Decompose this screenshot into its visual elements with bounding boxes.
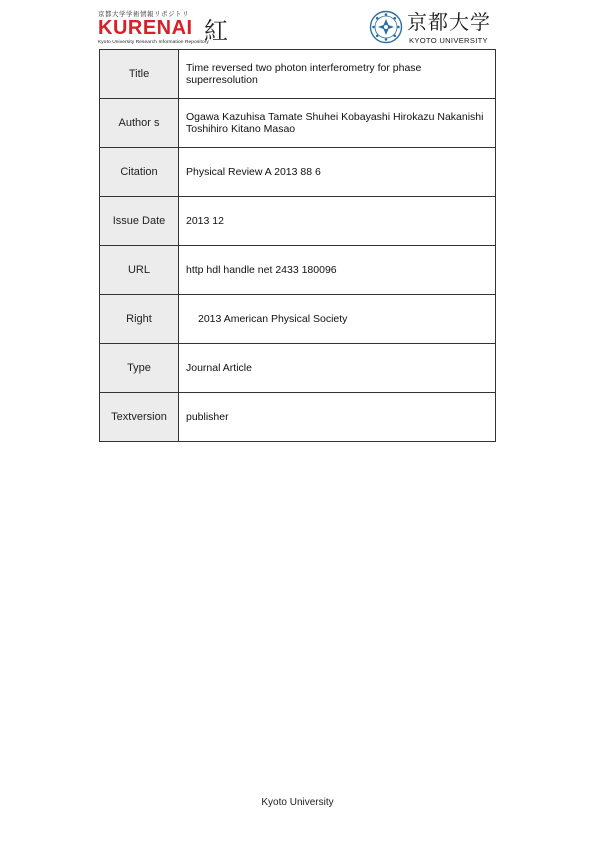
kyoto-university-name: 京都大学 — [407, 10, 491, 34]
rights-text: 2013 American Physical Society — [198, 313, 348, 325]
citation-value: Physical Review A 2013 88 6 — [179, 148, 496, 197]
kyoto-university-english: KYOTO UNIVERSITY — [409, 36, 488, 45]
metadata-table — [99, 49, 496, 442]
row-label: URL — [100, 246, 179, 295]
textversion-value: publisher — [179, 393, 496, 442]
kurenai-japanese-caption: 京都大学学術情報リポジトリ — [98, 11, 189, 18]
page-footer: Kyoto University — [261, 797, 334, 808]
kyoto-university-logo — [369, 10, 499, 46]
kurenai-kanji-mark: 紅 — [204, 17, 228, 45]
university-seal-icon — [369, 10, 403, 44]
row-label: Issue Date — [100, 197, 179, 246]
table-row — [100, 344, 496, 393]
page-header — [0, 0, 595, 48]
issue-date-value: 2013 12 — [179, 197, 496, 246]
table-row — [100, 393, 496, 442]
row-label: Title — [100, 50, 179, 99]
table-row — [100, 295, 496, 344]
url-link[interactable]: http hdl handle net 2433 180096 — [179, 246, 496, 295]
rights-value — [179, 295, 496, 344]
type-value: Journal Article — [179, 344, 496, 393]
table-row — [100, 50, 496, 99]
authors-value: Ogawa Kazuhisa Tamate Shuhei Kobayashi Hirokazu Nakanishi Toshihiro Kitano Masao — [179, 99, 496, 148]
table-row — [100, 148, 496, 197]
row-label: Right — [100, 295, 179, 344]
table-row — [100, 197, 496, 246]
row-label: Textversion — [100, 393, 179, 442]
table-row — [100, 99, 496, 148]
kurenai-subtitle: Kyoto University Research Information Repository — [98, 40, 209, 45]
kurenai-logo — [98, 9, 228, 47]
row-label: Author s — [100, 99, 179, 148]
row-label: Type — [100, 344, 179, 393]
table-row — [100, 246, 496, 295]
title-value: Time reversed two photon interferometry for phase superresolution — [179, 50, 496, 99]
kurenai-wordmark: KURENAI — [98, 17, 193, 39]
row-label: Citation — [100, 148, 179, 197]
